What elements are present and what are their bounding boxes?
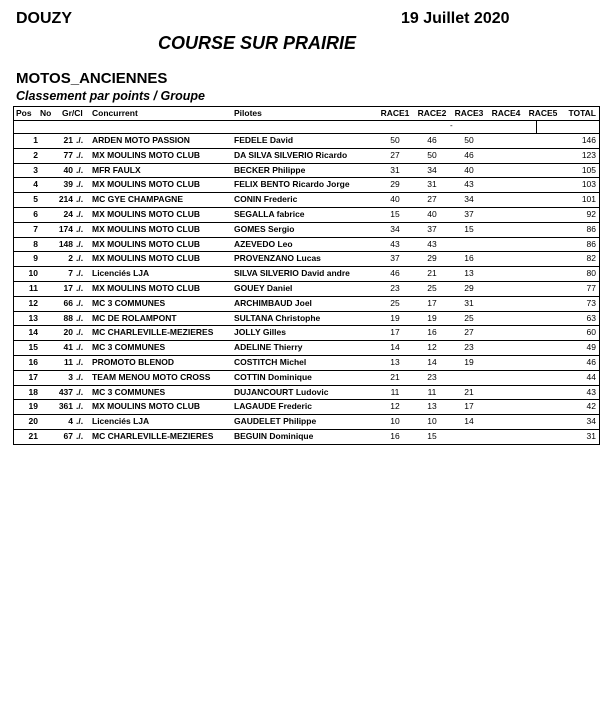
cell-race2: 10	[427, 416, 437, 427]
cell-pilote: BECKER Philippe	[234, 164, 306, 175]
spacer-mark: -	[450, 121, 453, 130]
cell-pos: 3	[33, 164, 38, 175]
cell-race2: 12	[427, 342, 437, 353]
cell-grcl: ./.	[76, 297, 84, 308]
cell-pilote: JOLLY Gilles	[234, 327, 286, 338]
col-header-total: TOTAL	[568, 108, 596, 118]
col-header-pos: Pos	[16, 108, 32, 118]
cell-pilote: COTTIN Dominique	[234, 371, 312, 382]
table-row	[14, 356, 599, 371]
cell-race2: 23	[427, 371, 437, 382]
table-row	[14, 238, 599, 253]
cell-pos: 4	[33, 179, 38, 190]
cell-race1: 11	[390, 386, 400, 397]
cell-pilote: CONIN Frederic	[234, 194, 298, 205]
cell-concurrent: MX MOULINS MOTO CLUB	[92, 282, 200, 293]
cell-no: 148	[58, 238, 73, 249]
cell-race2: 34	[427, 164, 437, 175]
cell-total: 31	[586, 430, 596, 441]
cell-grcl: ./.	[76, 194, 84, 205]
cell-race2: 43	[427, 238, 437, 249]
col-header-no: No	[40, 108, 52, 118]
cell-race1: 15	[390, 208, 400, 219]
cell-pos: 14	[28, 327, 38, 338]
cell-no: 24	[63, 208, 73, 219]
cell-race1: 21	[390, 371, 400, 382]
cell-race2: 14	[427, 356, 437, 367]
cell-race1: 46	[390, 268, 400, 279]
cell-total: 60	[586, 327, 596, 338]
cell-grcl: ./.	[76, 356, 84, 367]
cell-pos: 16	[28, 356, 38, 367]
table-row	[14, 193, 599, 208]
cell-no: 66	[63, 297, 73, 308]
cell-concurrent: MX MOULINS MOTO CLUB	[92, 223, 200, 234]
cell-total: 77	[586, 282, 596, 293]
cell-grcl: ./.	[76, 401, 84, 412]
spacer-divider	[536, 121, 537, 133]
cell-grcl: ./.	[76, 282, 84, 293]
table-row	[14, 371, 599, 386]
cell-total: 86	[586, 238, 596, 249]
cell-total: 34	[586, 416, 596, 427]
cell-pos: 10	[28, 268, 38, 279]
cell-race3: 37	[464, 208, 474, 219]
col-header-concurrent: Concurrent	[92, 108, 138, 118]
page-title: COURSE SUR PRAIRIE	[158, 33, 357, 53]
cell-pos: 11	[29, 282, 38, 293]
cell-race3: 19	[464, 356, 474, 367]
col-header-race1: RACE1	[380, 108, 410, 118]
category-title: MOTOS_ANCIENNES	[16, 70, 168, 87]
cell-pos: 19	[28, 401, 38, 412]
event-date: 19 Juillet 2020	[401, 10, 510, 27]
cell-race1: 34	[390, 223, 400, 234]
table-row	[14, 282, 599, 297]
cell-race2: 31	[427, 179, 437, 190]
cell-no: 361	[58, 401, 73, 412]
cell-race2: 15	[427, 430, 437, 441]
cell-concurrent: MX MOULINS MOTO CLUB	[92, 253, 200, 264]
cell-race3: 29	[464, 282, 474, 293]
table-row	[14, 386, 599, 401]
cell-grcl: ./.	[76, 238, 84, 249]
cell-no: 39	[63, 179, 73, 190]
cell-pos: 5	[33, 194, 38, 205]
cell-race3: 14	[464, 416, 474, 427]
cell-race1: 43	[390, 238, 400, 249]
cell-race3: 23	[464, 342, 474, 353]
cell-race1: 10	[390, 416, 400, 427]
cell-grcl: ./.	[76, 164, 84, 175]
table-body	[14, 134, 599, 445]
cell-concurrent: Licenciés LJA	[92, 268, 150, 279]
cell-pilote: BEGUIN Dominique	[234, 430, 314, 441]
col-header-race4: RACE4	[491, 108, 521, 118]
cell-no: 4	[68, 416, 73, 427]
cell-no: 40	[63, 164, 73, 175]
cell-race3: 40	[464, 164, 474, 175]
cell-concurrent: MX MOULINS MOTO CLUB	[92, 149, 200, 160]
cell-no: 3	[68, 371, 73, 382]
cell-pos: 15	[28, 342, 38, 353]
cell-grcl: ./.	[76, 416, 84, 427]
col-header-race5: RACE5	[528, 108, 558, 118]
cell-no: 214	[58, 194, 73, 205]
cell-race3: 21	[464, 386, 474, 397]
cell-total: 146	[581, 135, 596, 145]
table-row	[14, 430, 599, 445]
cell-concurrent: Licenciés LJA	[92, 416, 150, 427]
cell-concurrent: TEAM MENOU MOTO CROSS	[92, 371, 211, 382]
cell-race3: 50	[464, 135, 474, 145]
cell-pilote: PROVENZANO Lucas	[234, 253, 321, 264]
table-row	[14, 312, 599, 327]
cell-race2: 46	[427, 135, 437, 145]
cell-pilote: SEGALLA fabrice	[234, 208, 305, 219]
cell-pos: 6	[33, 208, 38, 219]
cell-race2: 11	[427, 386, 437, 397]
cell-no: 41	[63, 342, 73, 353]
cell-concurrent: MC CHARLEVILLE-MEZIERES	[92, 327, 214, 338]
cell-pos: 1	[33, 135, 38, 145]
cell-concurrent: MC 3 COMMUNES	[92, 297, 166, 308]
cell-pos: 20	[28, 416, 38, 427]
cell-no: 11	[64, 356, 73, 367]
col-header-race3: RACE3	[454, 108, 484, 118]
cell-race1: 23	[390, 282, 400, 293]
table-row	[14, 252, 599, 267]
cell-total: 82	[586, 253, 596, 264]
cell-race1: 31	[390, 164, 400, 175]
cell-race1: 40	[390, 194, 400, 205]
cell-concurrent: ARDEN MOTO PASSION	[92, 135, 190, 145]
table-row	[14, 223, 599, 238]
cell-total: 101	[581, 194, 596, 205]
cell-pilote: ARCHIMBAUD Joel	[234, 297, 312, 308]
cell-pilote: SULTANA Christophe	[234, 312, 321, 323]
cell-concurrent: MX MOULINS MOTO CLUB	[92, 208, 200, 219]
cell-race2: 25	[427, 282, 437, 293]
cell-race3: 43	[464, 179, 474, 190]
cell-grcl: ./.	[76, 135, 84, 145]
cell-pilote: AZEVEDO Leo	[234, 238, 293, 249]
cell-race2: 29	[427, 253, 437, 264]
cell-race2: 27	[427, 194, 437, 205]
table-row	[14, 208, 599, 223]
cell-race3: 34	[464, 194, 474, 205]
cell-concurrent: MC 3 COMMUNES	[92, 386, 166, 397]
cell-pilote: LAGAUDE Frederic	[234, 401, 312, 412]
cell-pos: 8	[33, 238, 38, 249]
cell-grcl: ./.	[76, 312, 84, 323]
cell-race2: 37	[427, 223, 437, 234]
cell-pos: 7	[33, 223, 38, 234]
table-row	[14, 341, 599, 356]
cell-pos: 17	[28, 371, 38, 382]
table-row	[14, 164, 599, 179]
cell-race1: 16	[390, 430, 400, 441]
table-row	[14, 297, 599, 312]
cell-grcl: ./.	[76, 342, 84, 353]
cell-race3: 16	[464, 253, 474, 264]
cell-no: 88	[63, 312, 73, 323]
cell-pilote: GOMES Sergio	[234, 223, 295, 234]
cell-concurrent: MC DE ROLAMPONT	[92, 312, 177, 323]
cell-total: 92	[586, 208, 596, 219]
cell-pos: 21	[28, 430, 38, 441]
cell-race2: 21	[427, 268, 437, 279]
cell-total: 63	[586, 312, 596, 323]
cell-race3: 13	[464, 268, 474, 279]
cell-pilote: COSTITCH Michel	[234, 356, 307, 367]
cell-grcl: ./.	[76, 223, 84, 234]
results-table	[13, 106, 600, 445]
cell-pilote: DUJANCOURT Ludovic	[234, 386, 329, 397]
cell-pos: 12	[28, 297, 38, 308]
cell-total: 86	[586, 223, 596, 234]
cell-total: 46	[586, 356, 596, 367]
cell-total: 42	[586, 401, 596, 412]
cell-no: 21	[63, 135, 73, 145]
cell-concurrent: MC 3 COMMUNES	[92, 342, 166, 353]
table-spacer-row	[14, 121, 599, 134]
cell-concurrent: MX MOULINS MOTO CLUB	[92, 401, 200, 412]
cell-race1: 50	[390, 135, 400, 145]
cell-race2: 19	[427, 312, 437, 323]
cell-grcl: ./.	[76, 208, 84, 219]
cell-no: 7	[68, 268, 73, 279]
cell-pos: 9	[33, 253, 38, 264]
cell-total: 80	[586, 268, 596, 279]
cell-race2: 40	[427, 208, 437, 219]
cell-race1: 27	[390, 149, 400, 160]
cell-concurrent: PROMOTO BLENOD	[92, 356, 175, 367]
cell-total: 49	[586, 342, 596, 353]
cell-race3: 46	[464, 149, 474, 160]
cell-pos: 13	[28, 312, 38, 323]
cell-grcl: ./.	[76, 149, 84, 160]
cell-pilote: FEDELE David	[234, 135, 294, 145]
cell-pilote: GOUEY Daniel	[234, 282, 293, 293]
cell-race1: 12	[390, 401, 400, 412]
cell-race2: 50	[427, 149, 437, 160]
cell-race1: 29	[390, 179, 400, 190]
cell-total: 103	[581, 179, 596, 190]
cell-grcl: ./.	[76, 371, 84, 382]
table-row	[14, 178, 599, 193]
table-row	[14, 267, 599, 282]
cell-race3: 15	[464, 223, 474, 234]
cell-no: 2	[68, 253, 73, 264]
cell-race3: 25	[464, 312, 474, 323]
cell-total: 105	[581, 164, 596, 175]
cell-race3: 17	[464, 401, 474, 412]
cell-concurrent: MX MOULINS MOTO CLUB	[92, 238, 200, 249]
cell-race1: 14	[390, 342, 400, 353]
cell-grcl: ./.	[76, 327, 84, 338]
cell-race3: 27	[464, 327, 474, 338]
cell-grcl: ./.	[76, 386, 84, 397]
cell-concurrent: MX MOULINS MOTO CLUB	[92, 179, 200, 190]
table-row	[14, 134, 599, 149]
cell-no: 77	[63, 149, 73, 160]
cell-race3: 31	[464, 297, 474, 308]
cell-pilote: SILVA SILVERIO David andre	[234, 268, 350, 279]
cell-total: 123	[581, 149, 596, 160]
cell-pilote: GAUDELET Philippe	[234, 416, 317, 427]
cell-concurrent: MC CHARLEVILLE-MEZIERES	[92, 430, 214, 441]
cell-race2: 17	[427, 297, 437, 308]
cell-no: 437	[58, 386, 73, 397]
cell-race1: 19	[390, 312, 400, 323]
cell-grcl: ./.	[76, 268, 84, 279]
cell-race1: 37	[390, 253, 400, 264]
col-header-grcl: Gr/Cl	[62, 108, 83, 118]
cell-total: 44	[586, 371, 596, 382]
cell-no: 67	[63, 430, 73, 441]
cell-no: 20	[63, 327, 73, 338]
cell-race2: 13	[427, 401, 437, 412]
cell-pos: 18	[28, 386, 38, 397]
cell-race1: 13	[390, 356, 400, 367]
table-row	[14, 400, 599, 415]
cell-pilote: ADELINE Thierry	[234, 342, 303, 353]
cell-grcl: ./.	[76, 179, 84, 190]
cell-no: 174	[58, 223, 73, 234]
cell-pos: 2	[33, 149, 38, 160]
table-row	[14, 326, 599, 341]
cell-no: 17	[63, 282, 73, 293]
cell-concurrent: MFR FAULX	[92, 164, 141, 175]
cell-pilote: DA SILVA SILVERIO Ricardo	[234, 149, 348, 160]
cell-race1: 25	[390, 297, 400, 308]
cell-race1: 17	[390, 327, 400, 338]
cell-pilote: FELIX BENTO Ricardo Jorge	[234, 179, 350, 190]
cell-race2: 16	[427, 327, 437, 338]
col-header-race2: RACE2	[417, 108, 447, 118]
cell-concurrent: MC GYE CHAMPAGNE	[92, 194, 183, 205]
cell-total: 43	[586, 386, 596, 397]
cell-grcl: ./.	[76, 430, 84, 441]
table-header-row	[14, 107, 599, 121]
table-row	[14, 415, 599, 430]
col-header-pilotes: Pilotes	[234, 108, 262, 118]
cell-grcl: ./.	[76, 253, 84, 264]
cell-total: 73	[586, 297, 596, 308]
event-location: DOUZY	[16, 10, 72, 27]
ranking-subtitle: Classement par points / Groupe	[16, 89, 205, 103]
table-row	[14, 149, 599, 164]
